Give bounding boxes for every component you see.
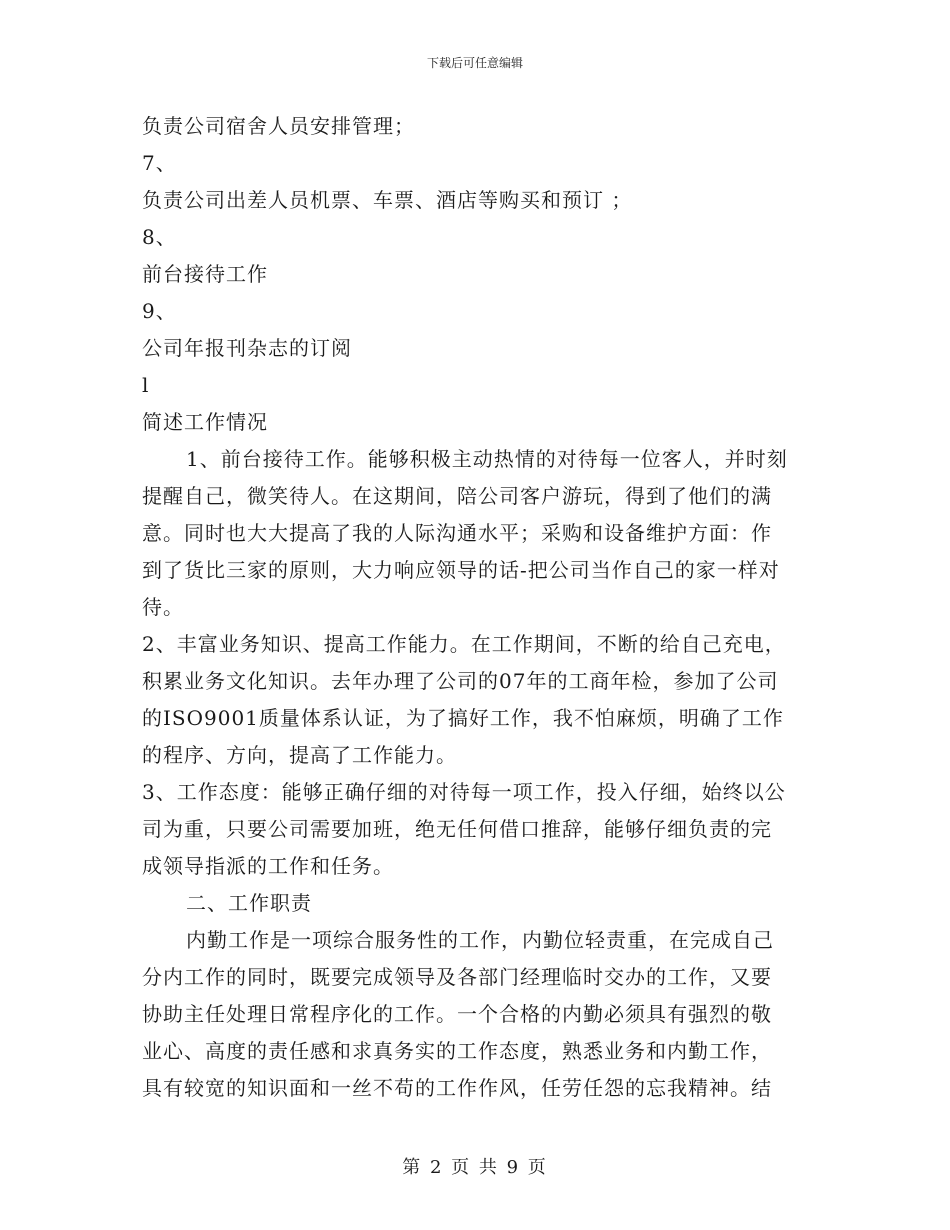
section-heading: 简述工作情况: [142, 410, 268, 434]
text-line: 公司年报刊杂志的订阅: [142, 336, 352, 360]
text-line: 协助主任处理日常程序化的工作。一个合格的内勤必须具有强烈的敬: [142, 1002, 772, 1026]
text-line: 待。: [142, 595, 184, 619]
text-line: 提醒自己，微笑待人。在这期间，陪公司客户游玩，得到了他们的满: [142, 484, 772, 508]
text-line: 意。同时也大大提高了我的人际沟通水平；采购和设备维护方面：作: [142, 521, 772, 545]
text-line: 成领导指派的工作和任务。: [142, 854, 394, 878]
text-line: 具有较宽的知识面和一丝不苟的工作作风，任劳任怨的忘我精神。结: [142, 1076, 772, 1100]
text-line: 前台接待工作: [142, 262, 268, 286]
text-line: 2、丰富业务知识、提高工作能力。在工作期间，不断的给自己充电，: [142, 632, 786, 656]
text-line: 7、: [142, 151, 177, 175]
text-line: 9、: [142, 299, 177, 323]
page-number: 第 2 页 共 9 页: [402, 1157, 548, 1178]
text-line: 8、: [142, 225, 177, 249]
text-line: 3、工作态度：能够正确仔细的对待每一项工作，投入仔细，始终以公: [142, 780, 786, 804]
text-line: 的程序、方向，提高了工作能力。: [142, 743, 457, 767]
document-body: [142, 108, 812, 1107]
page-header-note: 下载后可任意编辑: [426, 56, 523, 70]
text-line: 司为重，只要公司需要加班，绝无任何借口推辞，能够仔细负责的完: [142, 817, 772, 841]
text-line: 分内工作的同时，既要完成领导及各部门经理临时交办的工作，又要: [142, 965, 772, 989]
text-line: 负责公司宿舍人员安排管理；: [142, 114, 415, 138]
text-line: 负责公司出差人员机票、车票、酒店等购买和预订 ；: [142, 188, 633, 212]
text-line: 到了货比三家的原则，大力响应领导的话-把公司当作自己的家一样对: [142, 558, 780, 582]
text-line: 积累业务文化知识。去年办理了公司的07年的工商年检，参加了公司: [142, 669, 779, 693]
section-heading: 二、工作职责: [186, 891, 312, 915]
text-line: 1、前台接待工作。能够积极主动热情的对待每一位客人，并时刻: [186, 447, 788, 471]
text-line: 业心、高度的责任感和求真务实的工作态度，熟悉业务和内勤工作，: [142, 1039, 772, 1063]
text-line: 的ISO9001质量体系认证，为了搞好工作，我不怕麻烦，明确了工作: [142, 706, 784, 730]
text-line: l: [142, 373, 150, 397]
text-line: 内勤工作是一项综合服务性的工作，内勤位轻责重，在完成自己: [186, 928, 774, 952]
